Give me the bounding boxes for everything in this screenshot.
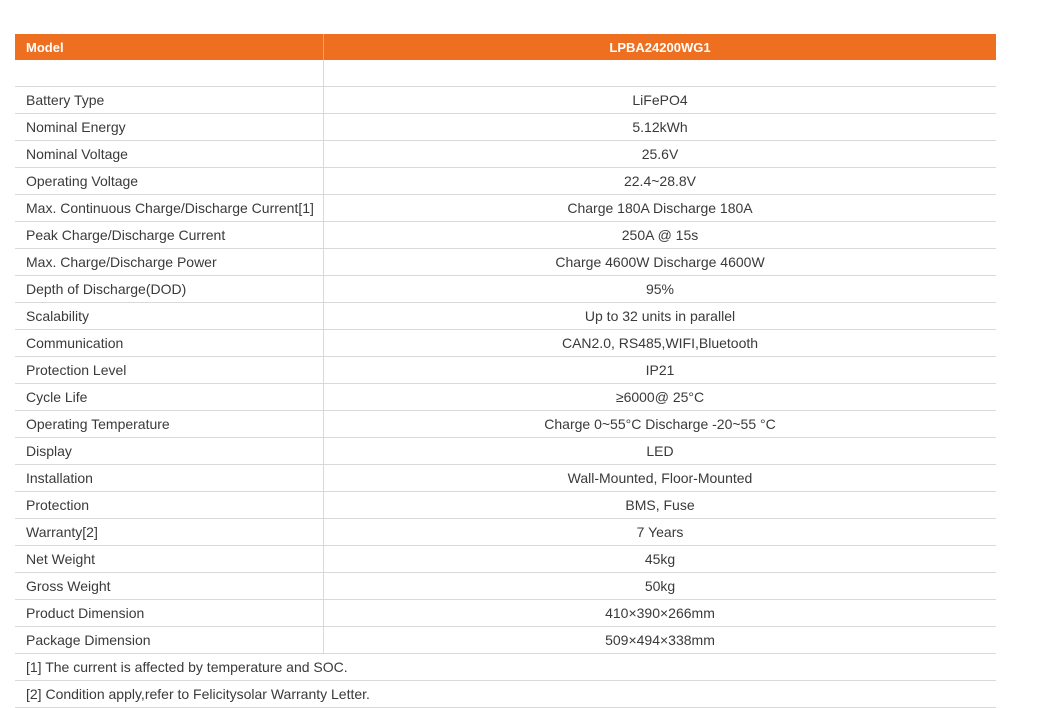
table-row [15,141,996,168]
table-row [15,492,996,519]
footnote: [1] The current is affected by temperature and SOC. [15,654,996,681]
table-row [15,87,996,114]
spec-label: Product Dimension [15,600,324,626]
table-row [15,357,996,384]
spec-value: LED [646,443,674,459]
spec-value: BMS, Fuse [625,497,695,513]
table-body [15,87,996,654]
spec-label: Nominal Energy [15,114,324,140]
table-row [15,519,996,546]
header-model-value: LPBA24200WG1 [609,39,711,55]
spec-value: 5.12kWh [632,119,688,135]
table-row [15,195,996,222]
spec-value: Charge 4600W Discharge 4600W [555,254,765,270]
spec-value: Charge 180A Discharge 180A [567,200,753,216]
spec-label: Operating Temperature [15,411,324,437]
table-row [15,249,996,276]
table-row [15,627,996,654]
spec-label: Package Dimension [15,627,324,653]
table-row [15,384,996,411]
table-row [15,330,996,357]
table-header-row [15,34,996,60]
spec-label: Depth of Discharge(DOD) [15,276,324,302]
spec-label: Net Weight [15,546,324,572]
spec-label: Protection [15,492,324,518]
table-row [15,465,996,492]
spec-value: 25.6V [641,146,679,162]
spec-label: Max. Charge/Discharge Power [15,249,324,275]
spec-table [15,34,996,708]
spec-label: Protection Level [15,357,324,383]
table-row [15,573,996,600]
spec-label: Cycle Life [15,384,324,410]
spec-label: Gross Weight [15,573,324,599]
header-model-label: Model [15,34,324,60]
spec-value: 95% [645,281,675,297]
spec-value: 7 Years [636,524,684,540]
spec-value: ≥6000@ 25°C [615,389,705,405]
spec-label: Scalability [15,303,324,329]
spec-value: 509×494×338mm [605,632,715,648]
table-row [15,411,996,438]
table-row [15,114,996,141]
spec-value: 250A @ 15s [621,227,699,243]
footnote: [2] Condition apply,refer to Felicitysolar Warranty Letter. [15,681,996,708]
table-row [15,168,996,195]
spec-label: Battery Type [15,87,324,113]
table-row [15,600,996,627]
spec-value: IP21 [645,362,675,378]
table-row [15,303,996,330]
spec-value: 22.4~28.8V [623,173,696,189]
spec-label: Peak Charge/Discharge Current [15,222,324,248]
spec-label: Communication [15,330,324,356]
spec-value: CAN2.0, RS485,WIFI,Bluetooth [561,335,759,351]
spacer-cell [15,60,324,86]
table-row [15,546,996,573]
spec-value: Up to 32 units in parallel [584,308,736,324]
spec-value: 45kg [644,551,676,567]
spec-value: 410×390×266mm [605,605,715,621]
spec-value: 50kg [644,578,676,594]
table-spacer-row [15,60,996,87]
spec-label: Warranty[2] [15,519,324,545]
table-row [15,276,996,303]
spec-label: Nominal Voltage [15,141,324,167]
spec-value: LiFePO4 [632,92,688,108]
spec-value: Charge 0~55°C Discharge -20~55 °C [544,416,776,432]
spec-label: Display [15,438,324,464]
spec-value: Wall-Mounted, Floor-Mounted [567,470,753,486]
table-row [15,438,996,465]
table-row [15,222,996,249]
spec-label: Operating Voltage [15,168,324,194]
spec-label: Max. Continuous Charge/Discharge Current[1] [15,195,324,221]
spec-label: Installation [15,465,324,491]
